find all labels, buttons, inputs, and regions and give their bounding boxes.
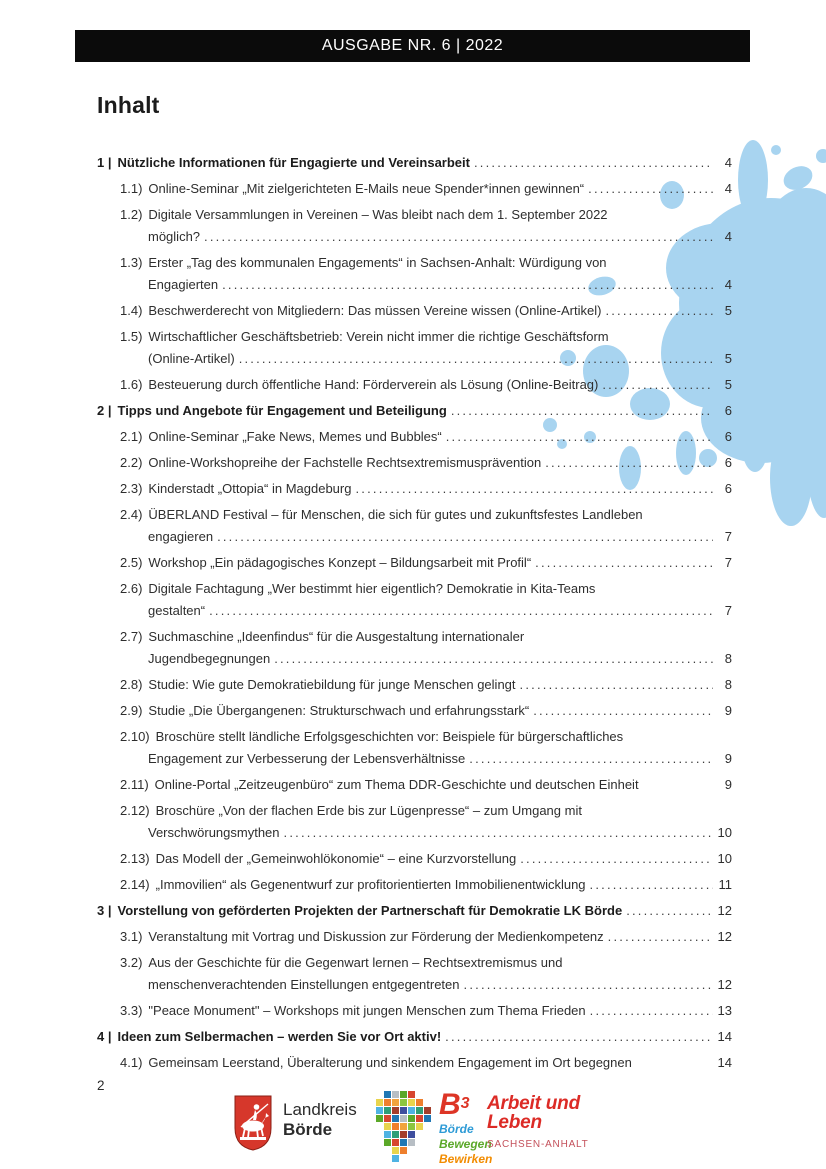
toc-entry-text: "Peace Monument" – Workshops mit jungen Menschen zum Thema Frieden	[148, 1003, 586, 1018]
toc-dot-leader	[239, 348, 713, 370]
toc-entry-number: 3.3)	[120, 1003, 143, 1018]
toc-entry-text: Ideen zum Selbermachen – werden Sie vor Ort aktiv!	[117, 1029, 442, 1044]
toc-entry-number: 2.7)	[120, 629, 143, 644]
toc-entry-text: ÜBERLAND Festival – für Menschen, die sich für gutes und zukunftsfestes Landleben	[148, 507, 643, 522]
toc-entry-text: Verschwörungsmythen	[148, 825, 280, 840]
toc-entry-line	[120, 1000, 732, 1022]
toc-entry-line	[120, 426, 732, 448]
toc-entry-line	[120, 300, 732, 322]
toc-entry-number: 1.4)	[120, 303, 143, 318]
issue-header-bar	[75, 30, 750, 62]
toc-entry-line	[120, 326, 732, 348]
toc-entry-text: „Immovilien“ als Gegenentwurf zur profitorientierten Immobilienentwicklung	[155, 877, 586, 892]
toc-page-ref: 4	[724, 277, 732, 292]
toc-entry-line	[120, 252, 732, 274]
toc-entry	[97, 800, 732, 844]
toc-entry-line	[120, 648, 732, 670]
toc-page-ref: 7	[724, 529, 732, 544]
toc-page-ref: 14	[717, 1055, 732, 1070]
toc-entry-text: Gemeinsam Leerstand, Überalterung und sinkendem Engagement im Ort begegnen	[148, 1055, 632, 1070]
page-number: 2	[97, 1078, 105, 1093]
toc-dot-leader	[445, 1026, 713, 1048]
toc-entry-number: 3.1)	[120, 929, 143, 944]
toc-entry-text: Broschüre stellt ländliche Erfolgsgeschichten vor: Beispiele für bürgerschaftliches	[155, 729, 624, 744]
toc-page-ref: 6	[724, 429, 732, 444]
toc-page-ref: 9	[724, 777, 732, 792]
aul-logo-line1: Arbeit und	[487, 1093, 580, 1114]
toc-page-ref: 5	[724, 303, 732, 318]
b3-boerde-logo	[376, 1088, 493, 1167]
toc-entry-line	[120, 874, 732, 896]
toc-entry-line	[120, 726, 732, 748]
toc-dot-leader	[590, 874, 713, 896]
toc-entry	[97, 326, 732, 370]
toc-entry-text: (Online-Artikel)	[148, 351, 235, 366]
toc-entry-line	[120, 204, 732, 226]
toc-entry-line	[120, 822, 732, 844]
toc-entry-text: Digitale Versammlungen in Vereinen – Was bleibt nach dem 1. September 2022	[148, 207, 608, 222]
toc-page-ref: 4	[724, 155, 732, 170]
toc-entry-line	[120, 478, 732, 500]
toc-list	[97, 152, 732, 1078]
toc-dot-leader	[535, 552, 713, 574]
toc-entry-line	[120, 552, 732, 574]
toc-entry	[97, 952, 732, 996]
arbeit-und-leben-logo	[487, 1094, 589, 1150]
toc-entry-text: Online-Workshopreihe der Fachstelle Rechtsextremismusprävention	[148, 455, 542, 470]
toc-entry-number: 4 |	[97, 1029, 112, 1044]
toc-entry	[97, 1026, 732, 1048]
toc-entry-text: Tipps und Angebote für Engagement und Beteiligung	[117, 403, 447, 418]
toc-entry-number: 2.3)	[120, 481, 143, 496]
toc-dot-leader	[605, 300, 713, 322]
toc-entry-number: 3.2)	[120, 955, 143, 970]
toc-entry-line	[120, 526, 732, 548]
b3-word-bewirken: Bewirken	[439, 1152, 493, 1166]
toc-entry-line	[97, 900, 732, 922]
toc-entry	[97, 674, 732, 696]
toc-dot-leader	[451, 400, 713, 422]
aul-region-label: SACHSEN-ANHALT	[487, 1139, 589, 1150]
toc-entry-line	[120, 374, 732, 396]
toc-entry-number: 2.9)	[120, 703, 143, 718]
toc-entry-line	[97, 152, 732, 174]
toc-entry-number: 2.1)	[120, 429, 143, 444]
toc-entry-number: 2.12)	[120, 803, 150, 818]
toc-dot-leader	[588, 178, 713, 200]
toc-entry-line	[120, 626, 732, 648]
toc-entry	[97, 1052, 732, 1074]
toc-entry	[97, 152, 732, 174]
issue-label: AUSGABE NR. 6 | 2022	[321, 37, 504, 54]
toc-entry	[97, 300, 732, 322]
toc-entry-number: 1.3)	[120, 255, 143, 270]
toc-entry-text: engagieren	[148, 529, 214, 544]
toc-entry-text: Engagierten	[148, 277, 219, 292]
toc-entry	[97, 252, 732, 296]
toc-entry-line	[120, 748, 732, 770]
toc-entry-number: 2.13)	[120, 851, 150, 866]
toc-entry-line	[120, 600, 732, 622]
b3-word-bewegen: Bewegen	[439, 1137, 492, 1151]
toc-page-ref: 14	[717, 1029, 732, 1044]
toc-dot-leader	[446, 426, 713, 448]
toc-entry-number: 1.5)	[120, 329, 143, 344]
toc-entry	[97, 426, 732, 448]
toc-page-ref: 8	[724, 677, 732, 692]
toc-page-ref: 7	[724, 555, 732, 570]
toc-entry-number: 2.8)	[120, 677, 143, 692]
toc-entry-line	[120, 952, 732, 974]
toc-entry-number: 2.10)	[120, 729, 150, 744]
toc-entry	[97, 926, 732, 948]
toc-page-ref: 12	[717, 929, 732, 944]
toc-entry-line	[120, 178, 732, 200]
toc-entry-text: Workshop „Ein pädagogisches Konzept – Bildungsarbeit mit Profil“	[148, 555, 532, 570]
toc-page-ref: 10	[717, 851, 732, 866]
toc-entry-text: Veranstaltung mit Vortrag und Diskussion zur Förderung der Medienkompetenz	[148, 929, 604, 944]
toc-page-ref: 9	[724, 703, 732, 718]
toc-entry-line	[120, 800, 732, 822]
toc-entry	[97, 874, 732, 896]
toc-entry-line	[120, 974, 732, 996]
toc-entry-number: 1.6)	[120, 377, 143, 392]
toc-entry-text: möglich?	[148, 229, 201, 244]
landkreis-coat-of-arms-icon	[233, 1094, 273, 1152]
toc-page-ref: 6	[724, 455, 732, 470]
toc-dot-leader	[284, 822, 713, 844]
toc-entry	[97, 848, 732, 870]
toc-entry	[97, 400, 732, 422]
toc-entry	[97, 900, 732, 922]
toc-entry-number: 1.2)	[120, 207, 143, 222]
toc-entry	[97, 578, 732, 622]
toc-entry-text: menschenverachtenden Einstellungen entgegentreten	[148, 977, 460, 992]
toc-page-ref: 9	[724, 751, 732, 766]
toc-entry-line	[120, 348, 732, 370]
toc-dot-leader	[204, 226, 713, 248]
toc-page-ref: 12	[717, 977, 732, 992]
landkreis-logo-line2: Börde	[283, 1120, 333, 1139]
toc-page-ref: 8	[724, 651, 732, 666]
toc-entry	[97, 700, 732, 722]
toc-entry-number: 2.11)	[120, 777, 149, 792]
toc-entry	[97, 1000, 732, 1022]
toc-entry-text: Digitale Fachtagung „Wer bestimmt hier eigentlich? Demokratie in Kita-Teams	[148, 581, 596, 596]
toc-entry-text: Broschüre „Von der flachen Erde bis zur Lügenpresse“ – zum Umgang mit	[155, 803, 582, 818]
toc-dot-leader	[545, 452, 713, 474]
b3-mosaic-map-icon	[376, 1091, 431, 1162]
landkreis-boerde-logo	[233, 1094, 357, 1152]
toc-dot-leader	[209, 600, 713, 622]
toc-dot-leader	[217, 526, 713, 548]
toc-entry	[97, 774, 732, 796]
toc-entry-line	[120, 504, 732, 526]
toc-entry-line	[120, 848, 732, 870]
toc-entry-line	[120, 700, 732, 722]
b3-wordmark: $B^3$	[439, 1088, 470, 1121]
landkreis-logo-line1: Landkreis	[283, 1100, 357, 1119]
toc-page-ref: 10	[717, 825, 732, 840]
toc-entry-text: Online-Seminar „Mit zielgerichteten E-Mails neue Spender*innen gewinnen“	[148, 181, 585, 196]
toc-entry	[97, 374, 732, 396]
toc-entry-text: Engagement zur Verbesserung der Lebensverhältnisse	[148, 751, 466, 766]
toc-entry	[97, 178, 732, 200]
toc-dot-leader	[469, 748, 713, 770]
toc-entry-line	[120, 926, 732, 948]
toc-entry-line	[120, 274, 732, 296]
toc-entry-number: 1 |	[97, 155, 112, 170]
toc-entry-line	[97, 1026, 732, 1048]
toc-entry-text: Vorstellung von geförderten Projekten der Partnerschaft für Demokratie LK Börde	[117, 903, 623, 918]
toc-entry-text: Erster „Tag des kommunalen Engagements“ in Sachsen-Anhalt: Würdigung von	[148, 255, 607, 270]
toc-entry-line	[120, 452, 732, 474]
toc-entry-line	[120, 1052, 732, 1074]
toc-entry-text: Besteuerung durch öffentliche Hand: Förderverein als Lösung (Online-Beitrag)	[148, 377, 599, 392]
toc-page-ref: 12	[717, 903, 732, 918]
toc-entry-text: Jugendbegegnungen	[148, 651, 271, 666]
toc-dot-leader	[590, 1000, 713, 1022]
toc-entry-text: Online-Seminar „Fake News, Memes und Bubbles“	[148, 429, 442, 444]
toc-entry-line	[120, 674, 732, 696]
toc-page-ref: 5	[724, 351, 732, 366]
toc-page-ref: 13	[717, 1003, 732, 1018]
toc-entry-text: Suchmaschine „Ideenfindus“ für die Ausgestaltung internationaler	[148, 629, 525, 644]
toc-dot-leader	[355, 478, 713, 500]
toc-page-ref: 6	[724, 403, 732, 418]
toc-entry-number: 2.5)	[120, 555, 143, 570]
toc-entry	[97, 552, 732, 574]
toc-entry-text: Online-Portal „Zeitzeugenbüro“ zum Thema DDR-Geschichte und deutschen Einheit	[154, 777, 639, 792]
toc-entry-text: Studie: Wie gute Demokratiebildung für junge Menschen gelingt	[148, 677, 516, 692]
toc-entry-text: Das Modell der „Gemeinwohlökonomie“ – eine Kurzvorstellung	[155, 851, 517, 866]
toc-entry-text: Studie „Die Übergangenen: Strukturschwach und erfahrungsstark“	[148, 703, 530, 718]
toc-entry-text: gestalten“	[148, 603, 206, 618]
toc-entry-number: 2 |	[97, 403, 112, 418]
toc-dot-leader	[274, 648, 713, 670]
toc-entry-number: 4.1)	[120, 1055, 143, 1070]
toc-entry-number: 2.2)	[120, 455, 143, 470]
toc-entry-line	[97, 400, 732, 422]
toc-entry-line	[120, 226, 732, 248]
toc-page-ref: 6	[724, 481, 732, 496]
toc-entry	[97, 478, 732, 500]
toc-dot-leader	[222, 274, 713, 296]
toc-dot-leader	[608, 926, 713, 948]
aul-logo-line2: Leben	[487, 1112, 542, 1133]
toc-dot-leader	[626, 900, 713, 922]
toc-dot-leader	[602, 374, 713, 396]
toc-dot-leader	[533, 700, 713, 722]
toc-entry-text: Wirtschaftlicher Geschäftsbetrieb: Verein nicht immer die richtige Geschäftsform	[148, 329, 609, 344]
toc-entry	[97, 726, 732, 770]
toc-dot-leader	[520, 674, 713, 696]
toc-entry	[97, 204, 732, 248]
page-title: Inhalt	[97, 92, 160, 118]
toc-entry-number: 2.4)	[120, 507, 143, 522]
toc-entry-text: Beschwerderecht von Mitgliedern: Das müssen Vereine wissen (Online-Artikel)	[148, 303, 602, 318]
toc-page-ref: 11	[718, 877, 732, 892]
toc-entry	[97, 452, 732, 474]
toc-dot-leader	[464, 974, 713, 996]
toc-entry-text: Nützliche Informationen für Engagierte und Vereinsarbeit	[117, 155, 470, 170]
toc-entry	[97, 504, 732, 548]
toc-page-ref: 4	[724, 181, 732, 196]
toc-page-ref: 5	[724, 377, 732, 392]
toc-entry-line	[120, 578, 732, 600]
toc-page-ref: 4	[724, 229, 732, 244]
toc-page-ref: 7	[724, 603, 732, 618]
toc-entry-text: Kinderstadt „Ottopia“ in Magdeburg	[148, 481, 352, 496]
toc-entry-number: 1.1)	[120, 181, 143, 196]
toc-entry	[97, 626, 732, 670]
toc-entry-line	[120, 774, 732, 796]
b3-word-boerde: Börde	[439, 1122, 474, 1136]
toc-entry-text: Aus der Geschichte für die Gegenwart lernen – Rechtsextremismus und	[148, 955, 563, 970]
toc-entry-number: 2.6)	[120, 581, 143, 596]
toc-entry-number: 2.14)	[120, 877, 150, 892]
toc-dot-leader	[474, 152, 713, 174]
toc-entry-number: 3 |	[97, 903, 112, 918]
toc-dot-leader	[520, 848, 713, 870]
